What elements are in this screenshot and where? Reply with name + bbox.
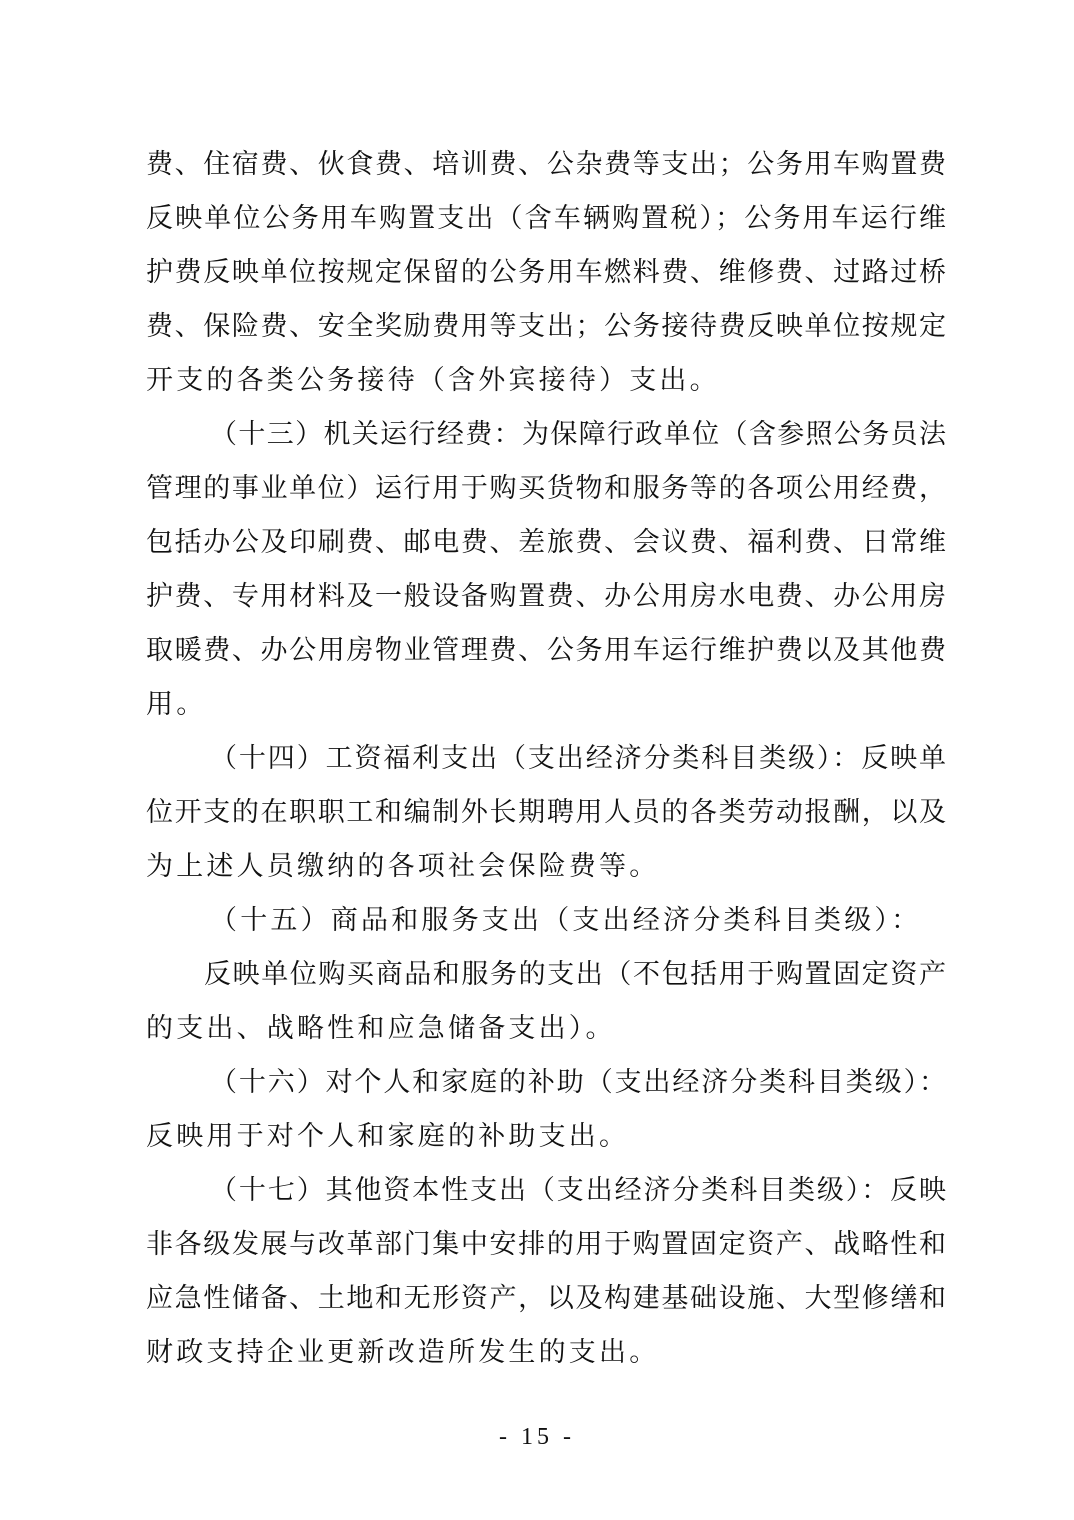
paragraph-line: 开支的各类公务接待（含外宾接待）支出。 xyxy=(146,365,720,396)
section-heading-line: （十七）其他资本性支出（支出经济分类科目类级）：反映 xyxy=(210,1175,946,1206)
section-heading-line: （十六）对个人和家庭的补助（支出经济分类科目类级）： xyxy=(210,1067,946,1098)
paragraph-line: 应急性储备、土地和无形资产，以及构建基础设施、大型修缮和 xyxy=(146,1283,946,1314)
paragraph-line: 为上述人员缴纳的各项社会保险费等。 xyxy=(146,851,660,882)
paragraph-line: 费、住宿费、伙食费、培训费、公杂费等支出；公务用车购置费 xyxy=(146,149,946,180)
section-heading-line: （十三）机关运行经费：为保障行政单位（含参照公务员法 xyxy=(210,419,946,450)
paragraph-line: 护费、专用材料及一般设备购置费、办公用房水电费、办公用房 xyxy=(146,581,946,612)
paragraph-line: 护费反映单位按规定保留的公务用车燃料费、维修费、过路过桥 xyxy=(146,257,946,288)
body-text xyxy=(146,138,946,1380)
page-number: - 15 - xyxy=(499,1424,575,1450)
paragraph-line: 非各级发展与改革部门集中安排的用于购置固定资产、战略性和 xyxy=(146,1229,946,1260)
paragraph-line: 取暖费、办公用房物业管理费、公务用车运行维护费以及其他费 xyxy=(146,635,946,666)
paragraph-line: 反映单位购买商品和服务的支出（不包括用于购置固定资产 xyxy=(204,959,946,990)
section-heading-line: （十四）工资福利支出（支出经济分类科目类级）：反映单 xyxy=(210,743,946,774)
paragraph-line: 位开支的在职职工和编制外长期聘用人员的各类劳动报酬，以及 xyxy=(146,797,946,828)
paragraph-line: 费、保险费、安全奖励费用等支出；公务接待费反映单位按规定 xyxy=(146,311,946,342)
paragraph-line: 管理的事业单位）运行用于购买货物和服务等的各项公用经费， xyxy=(146,473,946,504)
paragraph-line: 包括办公及印刷费、邮电费、差旅费、会议费、福利费、日常维 xyxy=(146,527,946,558)
paragraph-line: 用。 xyxy=(146,689,207,720)
paragraph-line: 的支出、战略性和应急储备支出）。 xyxy=(146,1013,616,1044)
paragraph-line: 财政支持企业更新改造所发生的支出。 xyxy=(146,1337,660,1368)
paragraph-line: 反映用于对个人和家庭的补助支出。 xyxy=(146,1121,630,1152)
paragraph-line: 反映单位公务用车购置支出（含车辆购置税）；公务用车运行维 xyxy=(146,203,946,234)
section-heading-line: （十五）商品和服务支出（支出经济分类科目类级）： xyxy=(210,905,922,936)
